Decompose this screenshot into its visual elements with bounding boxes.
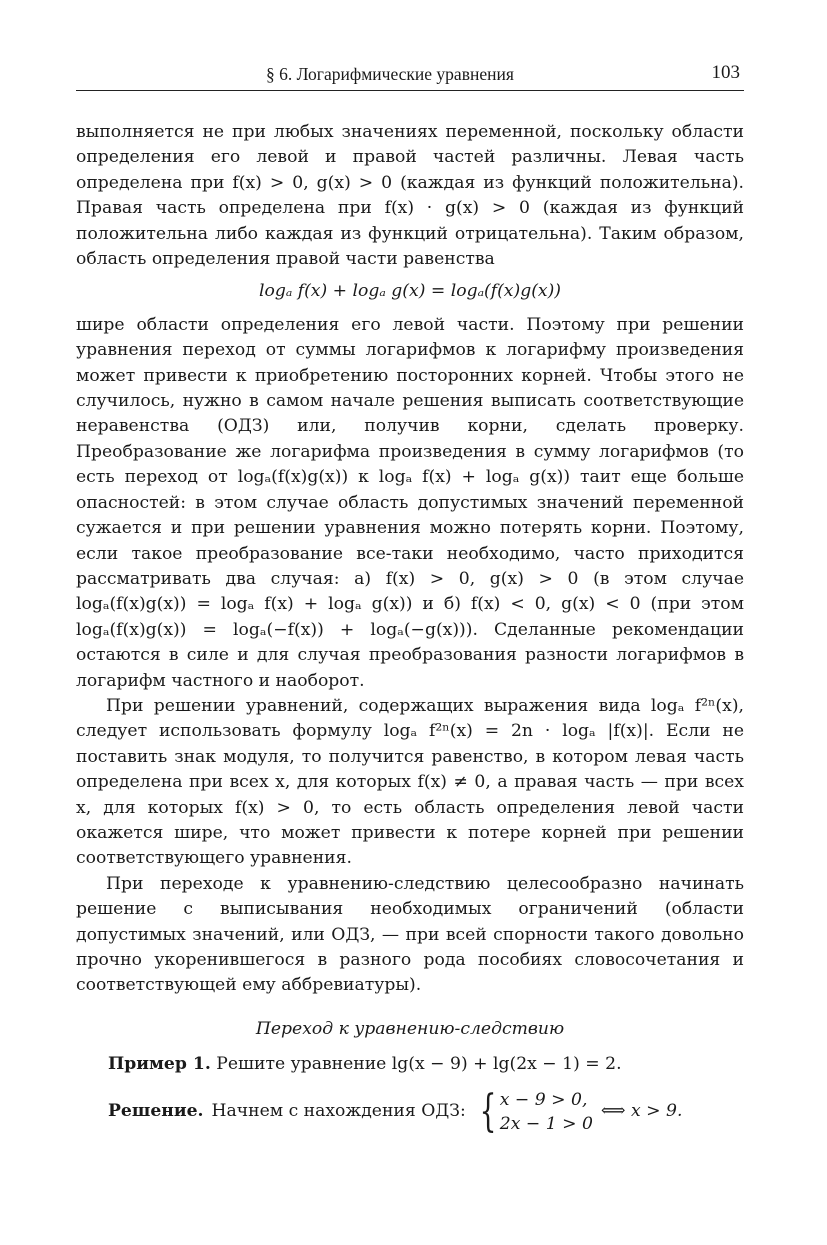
system-lines bbox=[500, 1088, 593, 1136]
example-1 bbox=[76, 1052, 744, 1077]
example-text: Решите уравнение lg(x − 9) + lg(2x − 1) = 2. bbox=[216, 1054, 622, 1075]
solution bbox=[76, 1085, 744, 1137]
page-body bbox=[76, 120, 744, 1136]
solution-text: Начнем с нахождения ОДЗ: bbox=[211, 1100, 466, 1121]
formula-log-sum: logₐ f(x) + logₐ g(x) = logₐ(f(x)g(x)) bbox=[258, 281, 562, 302]
system-result: ⟺ x > 9. bbox=[600, 1100, 683, 1121]
solution-label: Решение. bbox=[108, 1100, 204, 1121]
left-brace-icon: { bbox=[479, 1085, 497, 1137]
running-header bbox=[76, 58, 744, 91]
paragraph-2: шире области определения его левой части. Поэтому при решении уравнения переход от суммы логарифмов к логарифму произведения может привести к приобретению посторонних корней. Чтобы этого не случилось, нужно в самом начале решения выписать соответствующие неравенства (ОДЗ) или, получив корни, сделать проверку. Преобразование же логарифма произведения в сумму логарифмов (то есть переход от logₐ(f(x)g(x)) к logₐ f(x) + logₐ g(x)) таит еще больше опасностей: в этом случае область допустимых значений переменной сужается и при решении уравнения можно потерять корни. Поэтому, если такое преобразование все-таки необходимо, часто приходится рассматривать два случая: а) f(x) > 0, g(x) > 0 (в этом случае logₐ(f(x)g(x)) = logₐ f(x) + logₐ g(x)) и б) f(x) < 0, g(x) < 0 (при этом logₐ(f(x)g(x)) = logₐ(−f(x)) + logₐ(−g(x))). Сделанные рекомендации остаются в силе и для случая преобразования разности логарифмов в логарифм частного и наоборот. bbox=[76, 314, 744, 691]
system-line-1: x − 9 > 0, bbox=[499, 1089, 588, 1110]
section-title: § 6. Логарифмические уравнения bbox=[266, 64, 514, 84]
paragraph-1: выполняется не при любых значениях переменной, поскольку области определения его левой и правой частей различны. Левая часть определена при f(x) > 0, g(x) > 0 (каждая из функций положительна). Правая часть определена при f(x) · g(x) > 0 (каждая из функций положительна либо каждая из функций отрицательна). Таким образом, область определения правой части равенства bbox=[76, 122, 744, 270]
subsection-title: Переход к уравнению-следствию bbox=[255, 1018, 565, 1039]
paragraph-3: При решении уравнений, содержащих выражения вида logₐ f²ⁿ(x), следует использовать формулу logₐ f²ⁿ(x) = 2n · logₐ |f(x)|. Если не поставить знак модуля, то получится равенство, в котором левая часть определена при всех x, для которых f(x) ≠ 0, а правая часть — при всех x, для которых f(x) > 0, то есть область определения левой части окажется шире, что может привести к потере корней при решении соответствующего уравнения. bbox=[76, 695, 744, 869]
page-number: 103 bbox=[711, 62, 740, 83]
inequality-system bbox=[474, 1085, 593, 1137]
system-line-2: 2x − 1 > 0 bbox=[499, 1113, 593, 1134]
paragraph-4: При переходе к уравнению-следствию целесообразно начинать решение с выписывания необходимых ограничений (области допустимых значений, или ОДЗ, — при всей спорности такого довольно прочно укоренившегося в разного рода пособиях словосочетания и соответствующей ему аббревиатуры). bbox=[76, 873, 744, 996]
example-label: Пример 1. bbox=[108, 1054, 211, 1075]
